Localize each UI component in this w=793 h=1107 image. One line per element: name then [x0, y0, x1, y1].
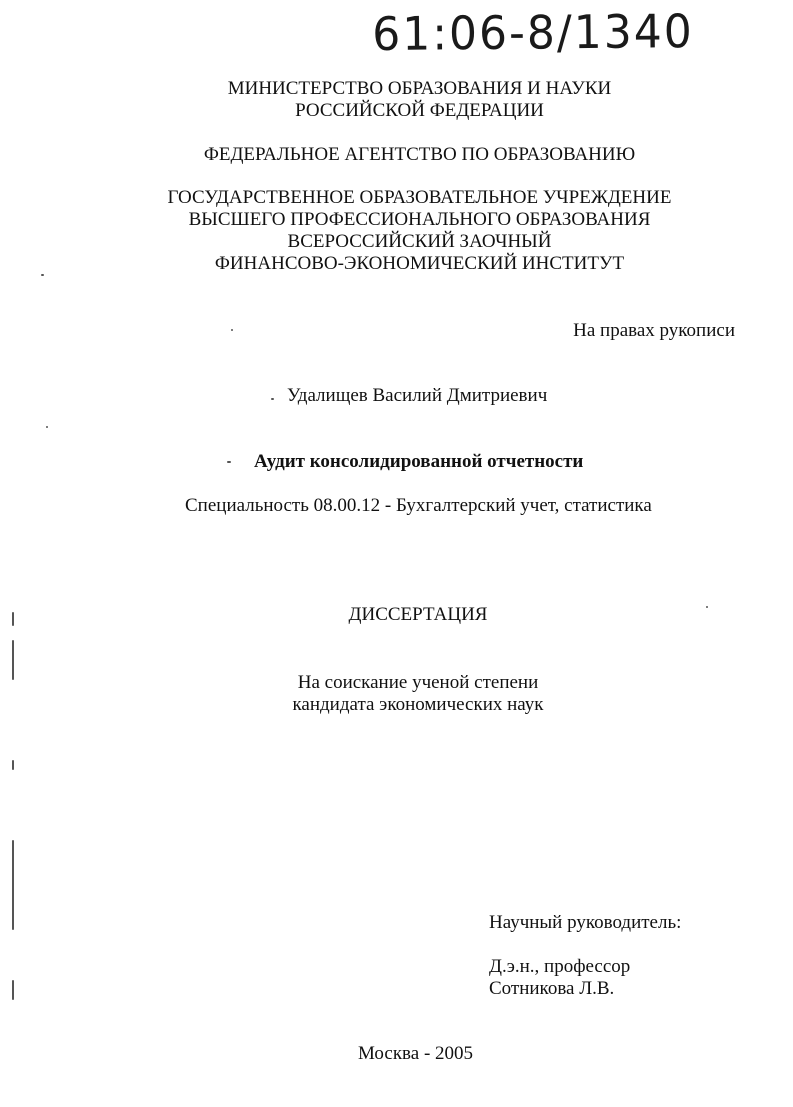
specialty-line: Специальность 08.00.12 - Бухгалтерский учет, статистика: [185, 495, 652, 516]
institution-line: ФИНАНСОВО-ЭКОНОМИЧЕСКИЙ ИНСТИТУТ: [214, 253, 625, 274]
advisor-name: Сотникова Л.В.: [489, 978, 615, 999]
scan-speck: [706, 606, 708, 608]
document-type: ДИССЕРТАЦИЯ: [348, 604, 488, 625]
scan-speck: [271, 398, 274, 400]
dissertation-title: Аудит консолидированной отчетности: [254, 451, 584, 472]
binding-mark: [12, 980, 14, 1000]
ministry-line: РОССИЙСКОЙ ФЕДЕРАЦИИ: [295, 100, 544, 121]
author-name: Удалищев Василий Дмитриевич: [287, 385, 548, 406]
place-and-year: Москва - 2005: [358, 1043, 474, 1064]
advisor-label: Научный руководитель:: [489, 912, 682, 933]
manuscript-rights-note: На правах рукописи: [573, 320, 735, 341]
institution-line: ВСЕРОССИЙСКИЙ ЗАОЧНЫЙ: [287, 231, 552, 252]
ministry-line: МИНИСТЕРСТВО ОБРАЗОВАНИЯ И НАУКИ: [227, 78, 612, 99]
advisor-block: [489, 912, 681, 1000]
binding-mark: [12, 640, 14, 680]
degree-line: кандидата экономических наук: [292, 694, 544, 715]
binding-mark: [12, 840, 14, 930]
advisor-title: Д.э.н., профессор: [489, 956, 631, 977]
agency-line: ФЕДЕРАЛЬНОЕ АГЕНТСТВО ПО ОБРАЗОВАНИЮ: [203, 144, 636, 165]
scan-speck: [46, 426, 48, 428]
scan-speck: [41, 274, 44, 276]
degree-statement: [0, 672, 793, 716]
institution-line: ГОСУДАРСТВЕННОЕ ОБРАЗОВАТЕЛЬНОЕ УЧРЕЖДЕНИЕ: [167, 187, 672, 208]
binding-mark: [12, 612, 14, 626]
scan-speck: [231, 329, 233, 331]
agency-heading: [23, 144, 793, 166]
institution-line: ВЫСШЕГО ПРОФЕССИОНАЛЬНОГО ОБРАЗОВАНИЯ: [188, 209, 651, 230]
scan-speck: [227, 461, 231, 463]
institution-heading: [23, 187, 793, 275]
degree-line: На соискание ученой степени: [297, 672, 539, 693]
binding-mark: [12, 760, 14, 770]
ministry-heading: [23, 78, 793, 122]
handwritten-archive-code: 61:06-8/1340: [372, 5, 694, 62]
